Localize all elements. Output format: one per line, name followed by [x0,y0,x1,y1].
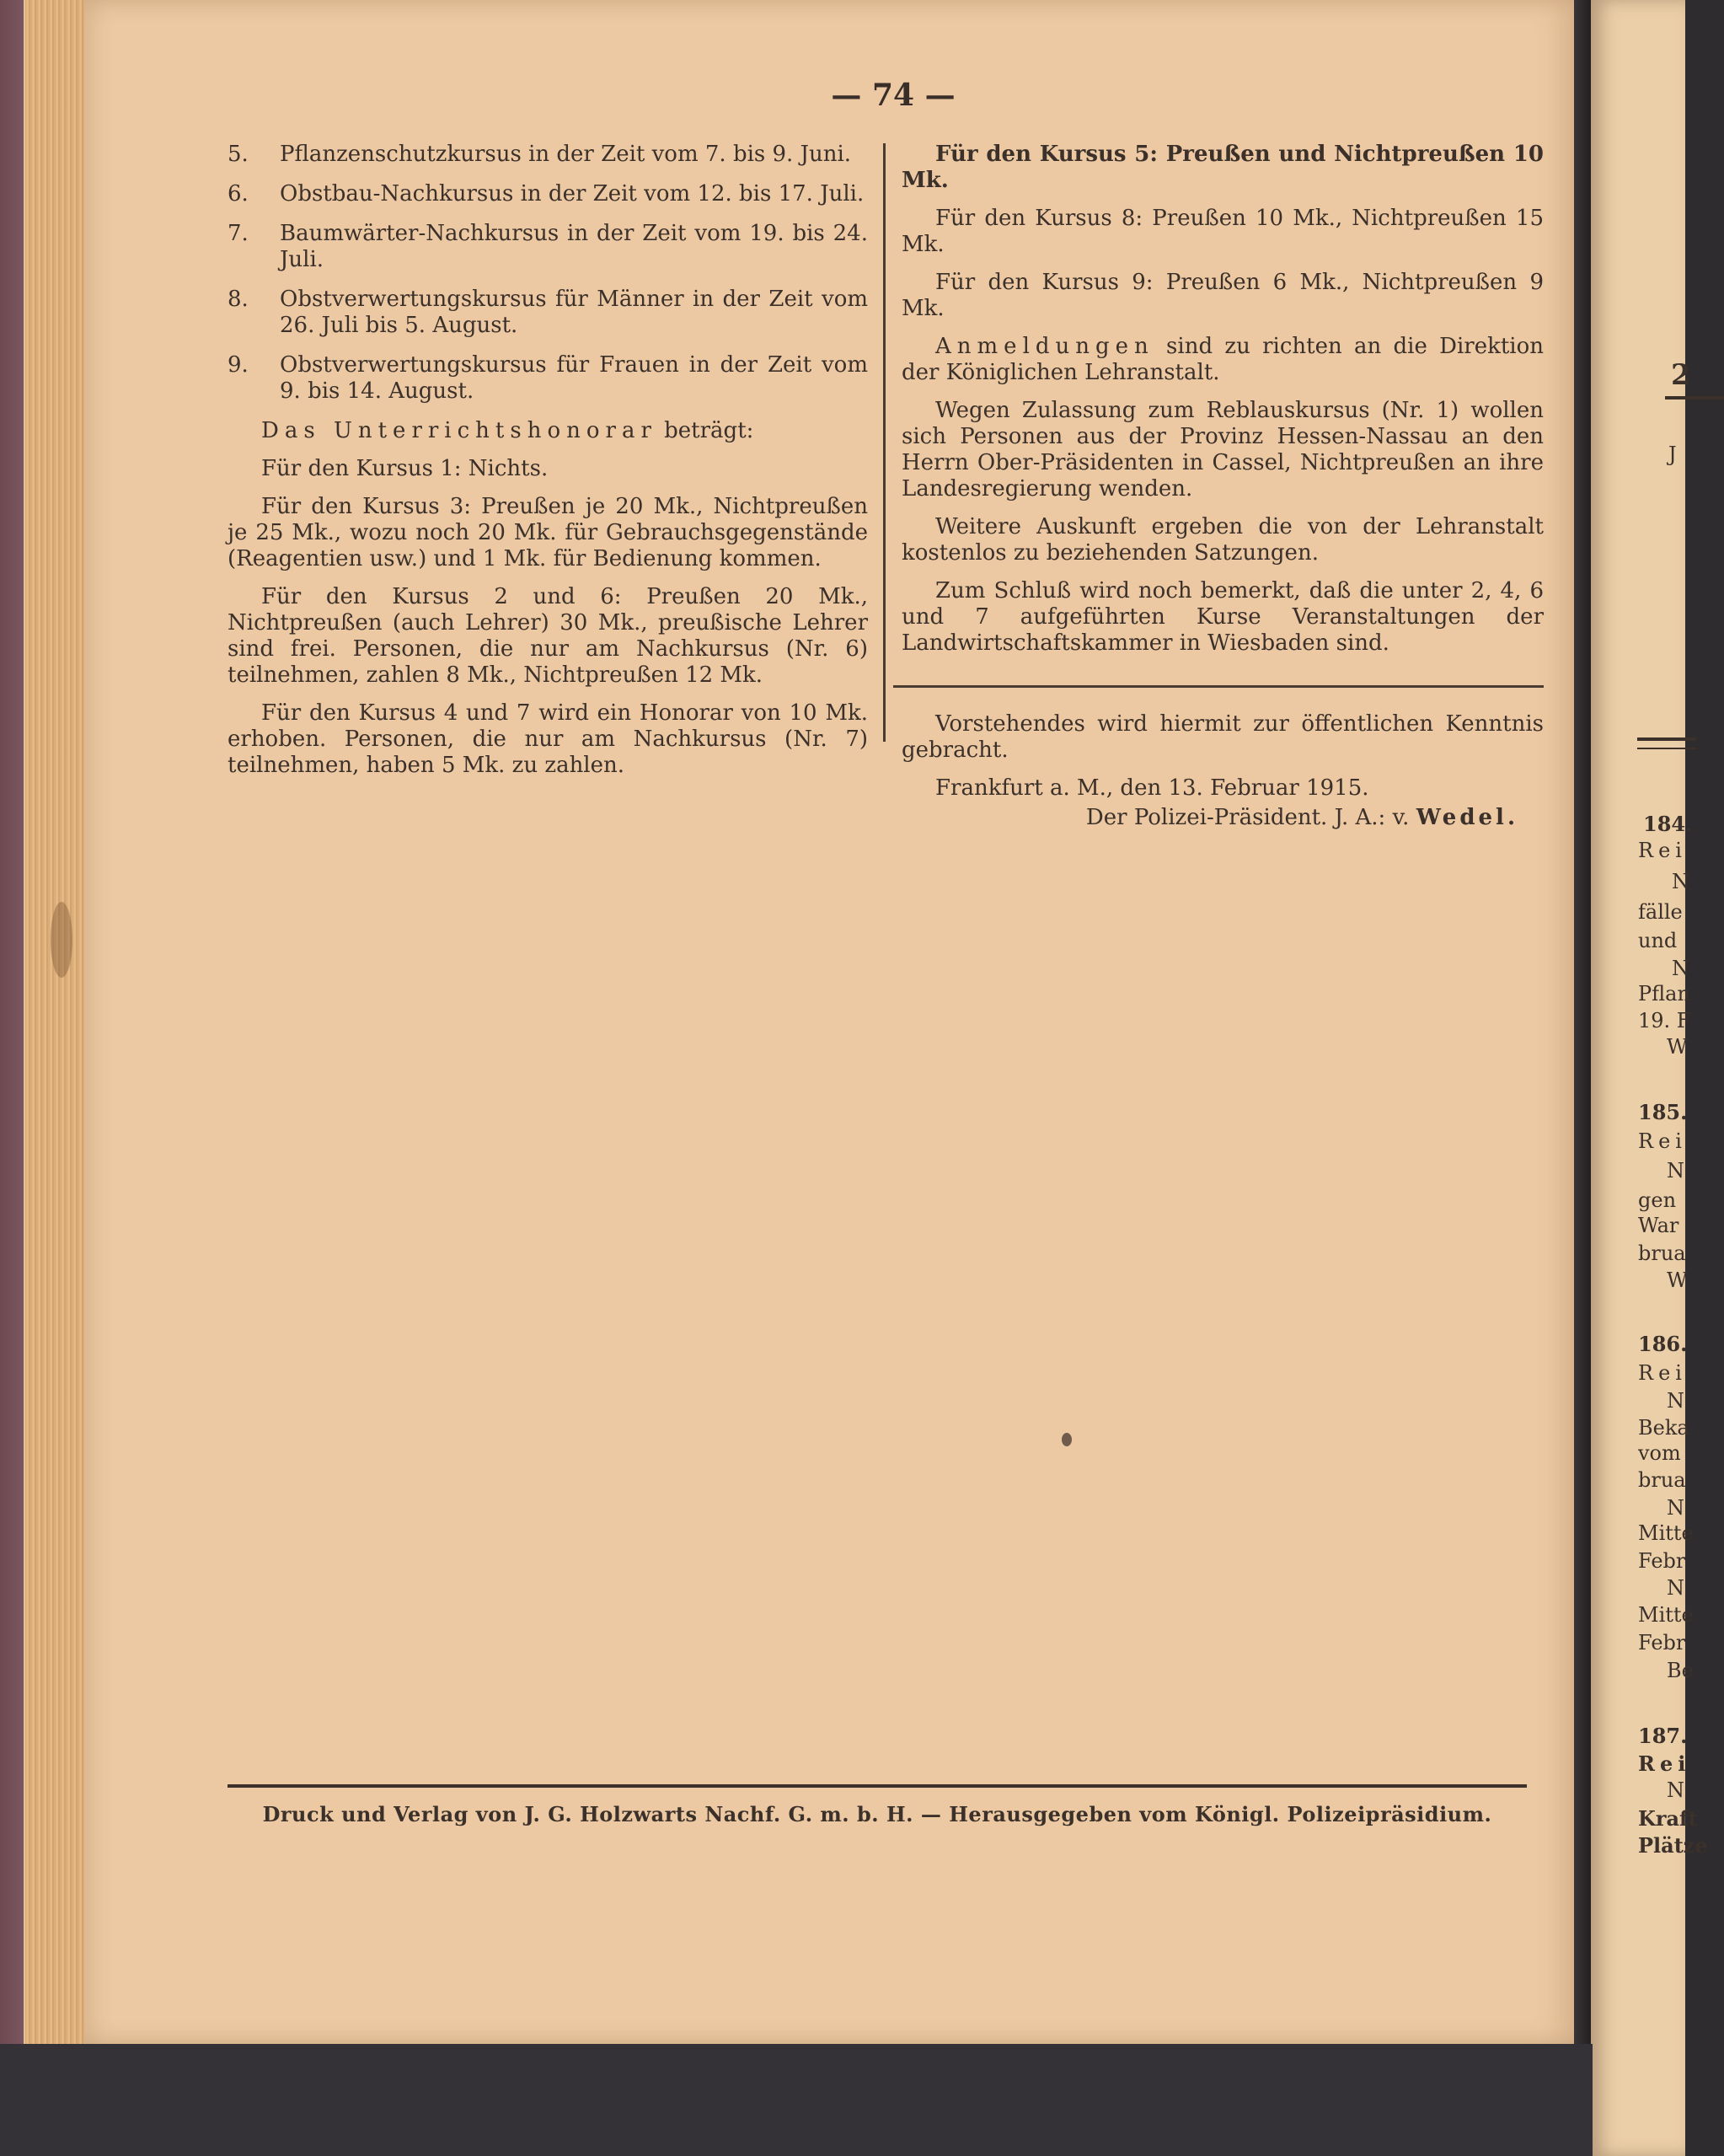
next-page-fragment: Beka [1638,1416,1689,1440]
fee-line: Für den Kursus 5: Preußen und Nichtpreußen 10 Mk. [902,142,1544,193]
right-column [902,142,1544,843]
next-page-fragment: W [1667,1035,1688,1059]
page-edges [25,0,86,2044]
next-page-fragment: 184. [1643,812,1693,836]
next-page-fragment: Rei [1638,1361,1687,1385]
item-number: 9. [228,352,249,378]
page-number: — 74 — [831,78,956,113]
item-number: 6. [228,181,249,206]
fee-paragraph: Für den Kursus 3: Preußen je 20 Mk., Nichtpreußen je 25 Mk., wozu noch 20 Mk. für Gebrauchsgegenstände (Reagentien usw.) und 1 Mk. für Bedienung kommen. [228,494,868,571]
next-page-rule [1665,396,1724,400]
course-item [228,142,868,168]
fee-paragraph: Für den Kursus 4 und 7 wird ein Honorar von 10 Mk. erhoben. Personen, die nur am Nachkursus (Nr. 7) teilnehmen, haben 5 Mk. zu zahlen. [228,700,868,778]
next-page-fragment: N [1672,957,1689,980]
item-text: Obstverwertungskursus für Frauen in der Zeit vom 9. bis 14. August. [280,352,868,404]
registration-paragraph [902,334,1544,386]
fee-paragraph: Für den Kursus 1: Nichts. [261,456,549,481]
fee-line: Für den Kursus 9: Preußen 6 Mk., Nichtpreußen 9 Mk. [902,270,1544,321]
next-page-fragment: W [1667,1268,1688,1292]
fee-paragraph: Für den Kursus 2 und 6: Preußen 20 Mk., Nichtpreußen (auch Lehrer) 30 Mk., preußische Lehrer sind frei. Personen, die nur am Nachkursus (Nr. 6) teilnehmen, zahlen 8 Mk., Nichtpreußen 12 Mk. [228,584,868,688]
next-page-fragment: Be [1667,1659,1694,1682]
signature-name: Wedel. [1416,805,1518,830]
course-item [228,287,868,339]
next-page-fragment: fälle [1638,900,1683,924]
next-page-fragment: Febr [1638,1549,1686,1573]
info-paragraph: Zum Schluß wird noch bemerkt, daß die unter 2, 4, 6 und 7 aufgeführten Kurse Veranstaltungen der Landwirtschaftskammer in Wiesbaden sind. [902,578,1544,656]
honorar-rest: beträgt: [656,418,754,443]
next-page-rule [1637,748,1696,749]
honorar-heading [228,418,868,444]
next-page-fragment: Plätze [1638,1833,1708,1858]
next-page-edge [1591,0,1708,2156]
next-page-fragment: N [1672,870,1689,893]
stain-mark [51,902,72,978]
fee-line: Für den Kursus 8: Preußen 10 Mk., Nichtpreußen 15 Mk. [902,206,1544,257]
next-page-fragment: Rei [1638,1751,1691,1776]
next-page-fragment: vom [1638,1441,1681,1465]
notice-paragraph: Vorstehendes wird hiermit zur öffentlichen Kenntnis gebracht. [902,711,1544,763]
course-item [228,352,868,405]
book-gutter [1574,0,1593,2156]
next-page-fragment: 186. [1638,1332,1688,1356]
item-number: 7. [228,221,249,246]
next-page-fragment: und [1638,929,1678,952]
item-number: 8. [228,287,249,312]
ink-dot [1062,1433,1072,1446]
next-page-fragment: War [1638,1214,1679,1237]
next-page-fragment: N [1667,1778,1684,1802]
next-page-fragment: 185. [1638,1100,1688,1124]
signature [902,805,1544,831]
honorar-spaced: Das Unterrichtshonorar [261,418,657,443]
item-number: 5. [228,142,249,167]
item-text: Pflanzenschutzkursus in der Zeit vom 7. bis 9. Juni. [280,142,852,167]
info-paragraph: Weitere Auskunft ergeben die von der Lehranstalt kostenlos zu beziehenden Satzungen. [902,514,1544,566]
next-page-fragment: Kraft [1638,1806,1698,1831]
registration-rest: sind zu richten an die Direktion der Königlichen Lehranstalt. [902,334,1544,385]
footer-rule [228,1784,1527,1788]
item-text: Baumwärter-Nachkursus in der Zeit vom 19. bis 24. Juli. [280,221,868,272]
section-rule [893,685,1544,688]
next-page-fragment: gen [1638,1188,1677,1212]
registration-spaced: Anmeldungen [935,334,1154,359]
book-cover-bottom [0,2044,1593,2156]
next-page-fragment: Febr [1638,1631,1686,1655]
next-page-fragment: N [1667,1496,1684,1520]
column-divider [883,143,886,742]
left-column [228,142,868,791]
next-page-fragment: J [1668,442,1677,466]
course-item [228,221,868,273]
info-paragraph: Wegen Zulassung zum Reblauskursus (Nr. 1) wollen sich Personen aus der Provinz Hessen-Nassau an den Herrn Ober-Präsidenten in Cassel, Nichtpreußen an ihre Landesregierung wenden. [902,398,1544,501]
next-page-fragment: Rei [1638,839,1687,862]
next-page-fragment: 19. F [1638,1009,1691,1032]
next-page-fragment: Mitte [1638,1603,1694,1627]
printer-imprint: Druck und Verlag von J. G. Holzwarts Nachf. G. m. b. H. — Herausgegeben vom Königl. Polizeipräsidium. [262,1802,1492,1826]
next-page-fragment: Rei [1638,1129,1687,1153]
signature-prefix: Der Polizei-Präsident. J. A.: v. [1085,805,1416,830]
next-page-fragment: Mitte [1638,1521,1694,1545]
next-page-fragment: N [1667,1576,1684,1600]
place-date: Frankfurt a. M., den 13. Februar 1915. [935,775,1369,801]
next-page-fragment: N [1667,1159,1684,1183]
next-page-fragment: Pflan [1638,982,1690,1006]
next-page-fragment: 2 [1671,358,1691,392]
course-item [228,181,868,207]
item-text: Obstbau-Nachkursus in der Zeit vom 12. bis 17. Juli. [280,181,865,206]
next-page-rule [1637,737,1696,741]
next-page-fragment: brua [1638,1242,1686,1265]
next-page-fragment: brua [1638,1468,1686,1492]
next-page-fragment: 187. [1638,1724,1688,1748]
item-text: Obstverwertungskursus für Männer in der Zeit vom 26. Juli bis 5. August. [280,287,868,338]
next-page-fragment: N [1667,1389,1684,1413]
